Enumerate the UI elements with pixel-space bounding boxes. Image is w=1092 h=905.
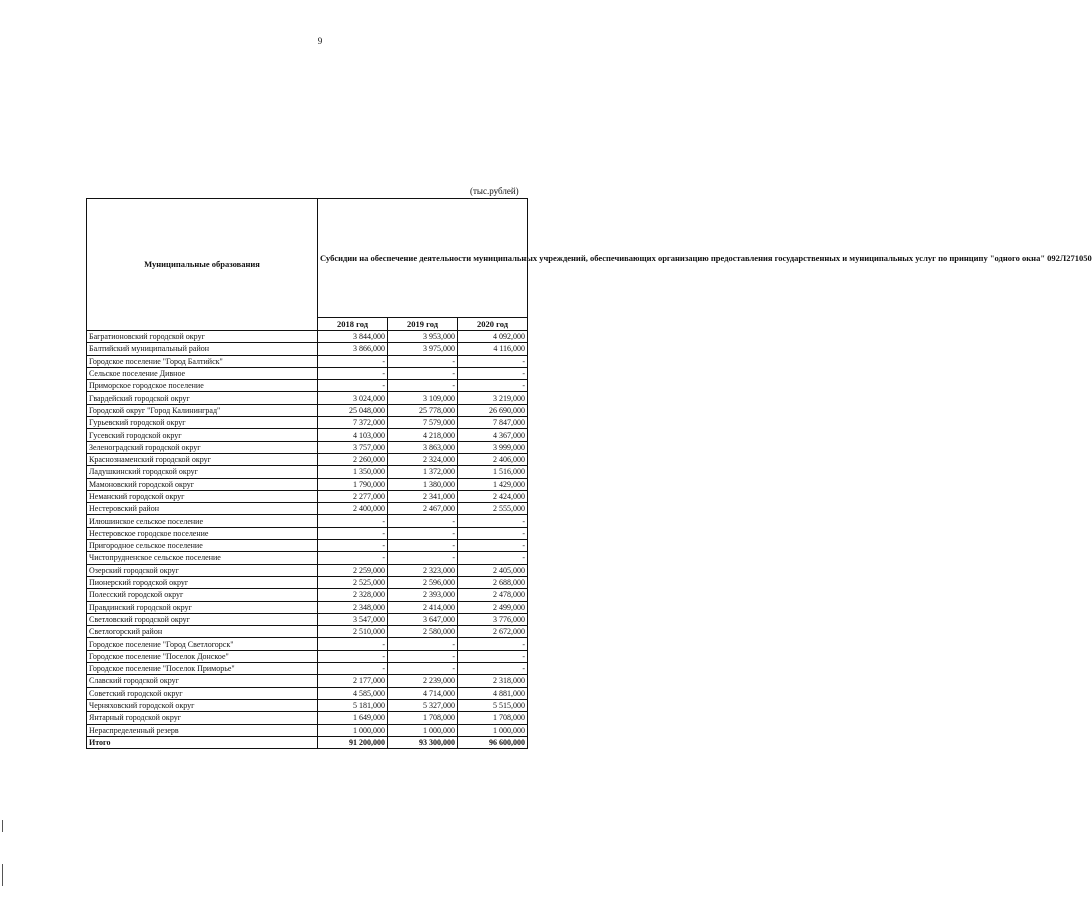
- value-2020: 1 516,000: [458, 466, 528, 478]
- municipality-name: Неманский городской округ: [87, 490, 318, 502]
- municipality-name: Приморское городское поселение: [87, 380, 318, 392]
- value-2019: -: [388, 367, 458, 379]
- table-row: [87, 699, 528, 711]
- value-2020: 2 405,000: [458, 564, 528, 576]
- value-2018: -: [318, 527, 388, 539]
- municipality-name: Городское поселение "Поселок Донское": [87, 650, 318, 662]
- value-2020: 2 406,000: [458, 453, 528, 465]
- value-2019: 1 708,000: [388, 712, 458, 724]
- value-2020: 2 672,000: [458, 626, 528, 638]
- value-2019: 2 324,000: [388, 453, 458, 465]
- value-2020: -: [458, 527, 528, 539]
- value-2019: 3 975,000: [388, 343, 458, 355]
- municipality-name: Краснознаменский городской округ: [87, 453, 318, 465]
- table-row: [87, 675, 528, 687]
- value-2019: 1 000,000: [388, 724, 458, 736]
- value-2020: 2 688,000: [458, 576, 528, 588]
- table-row: [87, 478, 528, 490]
- municipality-name: Зеленоградский городской округ: [87, 441, 318, 453]
- value-2018: -: [318, 552, 388, 564]
- value-2018: 2 348,000: [318, 601, 388, 613]
- table-row: [87, 503, 528, 515]
- value-2019: -: [388, 650, 458, 662]
- municipality-name: Янтарный городской округ: [87, 712, 318, 724]
- table-row: [87, 367, 528, 379]
- value-2018: -: [318, 367, 388, 379]
- value-2020: 2 499,000: [458, 601, 528, 613]
- value-2018: 2 510,000: [318, 626, 388, 638]
- value-2019: 3 109,000: [388, 392, 458, 404]
- table-row: [87, 417, 528, 429]
- value-2020: -: [458, 552, 528, 564]
- value-2018: 3 024,000: [318, 392, 388, 404]
- margin-mark: [2, 820, 3, 832]
- value-2018: 3 866,000: [318, 343, 388, 355]
- municipality-name: Городской округ "Город Калининград": [87, 404, 318, 416]
- municipality-name: Гурьевский городской округ: [87, 417, 318, 429]
- table-row: [87, 441, 528, 453]
- value-2020: -: [458, 367, 528, 379]
- table-body: [87, 331, 528, 737]
- value-2019: 2 580,000: [388, 626, 458, 638]
- value-2018: 5 181,000: [318, 699, 388, 711]
- value-2019: 2 596,000: [388, 576, 458, 588]
- year-header-2018: 2018 год: [318, 318, 388, 331]
- value-2019: -: [388, 527, 458, 539]
- table-row: [87, 355, 528, 367]
- municipality-name: Полесский городской округ: [87, 589, 318, 601]
- table-row: [87, 564, 528, 576]
- value-2019: 25 778,000: [388, 404, 458, 416]
- value-2020: 2 424,000: [458, 490, 528, 502]
- municipality-name: Балтийский муниципальный район: [87, 343, 318, 355]
- table-row: [87, 687, 528, 699]
- municipality-name: Пригородное сельское поселение: [87, 540, 318, 552]
- table-row: [87, 404, 528, 416]
- table-row: [87, 589, 528, 601]
- table-row: [87, 540, 528, 552]
- value-2019: 5 327,000: [388, 699, 458, 711]
- total-2020: 96 600,000: [458, 736, 528, 748]
- value-2018: -: [318, 540, 388, 552]
- municipality-name: Черняховский городской округ: [87, 699, 318, 711]
- municipality-name: Правдинский городской округ: [87, 601, 318, 613]
- value-2019: 1 380,000: [388, 478, 458, 490]
- value-2018: 2 259,000: [318, 564, 388, 576]
- municipality-name: Городское поселение "Поселок Приморье": [87, 663, 318, 675]
- value-2019: -: [388, 515, 458, 527]
- value-2019: -: [388, 380, 458, 392]
- value-2018: 4 585,000: [318, 687, 388, 699]
- table-row: [87, 527, 528, 539]
- table-row: [87, 380, 528, 392]
- table-row: [87, 638, 528, 650]
- value-2019: 3 647,000: [388, 613, 458, 625]
- table-row: [87, 490, 528, 502]
- value-2018: 4 103,000: [318, 429, 388, 441]
- table-row: [87, 331, 528, 343]
- municipality-name: Городское поселение "Город Балтийск": [87, 355, 318, 367]
- value-2020: -: [458, 650, 528, 662]
- year-header-2019: 2019 год: [388, 318, 458, 331]
- municipality-header: Муниципальные образования: [87, 199, 318, 331]
- municipality-name: Светловский городской округ: [87, 613, 318, 625]
- value-2020: 4 116,000: [458, 343, 528, 355]
- value-2019: 3 863,000: [388, 441, 458, 453]
- municipality-name: Мамоновский городской округ: [87, 478, 318, 490]
- value-2020: 4 367,000: [458, 429, 528, 441]
- municipality-name: Славский городской округ: [87, 675, 318, 687]
- value-2020: 2 555,000: [458, 503, 528, 515]
- table-row: [87, 626, 528, 638]
- municipality-name: Нестеровское городское поселение: [87, 527, 318, 539]
- table-row: [87, 453, 528, 465]
- value-2020: 3 999,000: [458, 441, 528, 453]
- table-row: [87, 552, 528, 564]
- value-2019: 2 239,000: [388, 675, 458, 687]
- value-2019: -: [388, 663, 458, 675]
- total-row: [87, 736, 528, 748]
- value-2018: 3 547,000: [318, 613, 388, 625]
- table-row: [87, 601, 528, 613]
- value-2018: 1 350,000: [318, 466, 388, 478]
- value-2020: -: [458, 540, 528, 552]
- value-2019: 1 372,000: [388, 466, 458, 478]
- value-2018: 25 048,000: [318, 404, 388, 416]
- municipality-name: Озерский городской округ: [87, 564, 318, 576]
- value-2019: 2 467,000: [388, 503, 458, 515]
- value-2020: 5 515,000: [458, 699, 528, 711]
- value-2018: -: [318, 650, 388, 662]
- municipality-name: Илюшинское сельское поселение: [87, 515, 318, 527]
- value-2018: 2 260,000: [318, 453, 388, 465]
- total-2018: 91 200,000: [318, 736, 388, 748]
- value-2020: -: [458, 380, 528, 392]
- year-header-2020: 2020 год: [458, 318, 528, 331]
- value-2020: 4 092,000: [458, 331, 528, 343]
- total-label: Итого: [87, 736, 318, 748]
- municipality-name: Нестеровский район: [87, 503, 318, 515]
- value-2019: 7 579,000: [388, 417, 458, 429]
- table-row: [87, 724, 528, 736]
- value-2018: 3 844,000: [318, 331, 388, 343]
- value-2018: 2 400,000: [318, 503, 388, 515]
- value-2019: 4 218,000: [388, 429, 458, 441]
- value-2018: 1 649,000: [318, 712, 388, 724]
- value-2019: 3 953,000: [388, 331, 458, 343]
- table-row: [87, 650, 528, 662]
- value-2018: 3 757,000: [318, 441, 388, 453]
- value-2019: 4 714,000: [388, 687, 458, 699]
- value-2020: -: [458, 638, 528, 650]
- table-row: [87, 663, 528, 675]
- table-row: [87, 613, 528, 625]
- value-2018: 7 372,000: [318, 417, 388, 429]
- value-2018: 1 790,000: [318, 478, 388, 490]
- municipality-name: Городское поселение "Город Светлогорск": [87, 638, 318, 650]
- municipality-name: Ладушкинский городской округ: [87, 466, 318, 478]
- value-2018: -: [318, 355, 388, 367]
- total-2019: 93 300,000: [388, 736, 458, 748]
- subsidy-header: Субсидии на обеспечение деятельности муниципальных учреждений, обеспечивающих организацию предоставления государственных и муниципальных услуг по принципу "одного окна" 092Л271050: [318, 199, 528, 318]
- value-2019: 2 393,000: [388, 589, 458, 601]
- value-2020: 2 478,000: [458, 589, 528, 601]
- value-2019: 2 341,000: [388, 490, 458, 502]
- table-row: [87, 515, 528, 527]
- value-2018: -: [318, 380, 388, 392]
- value-2020: 3 776,000: [458, 613, 528, 625]
- municipality-name: Нераспределенный резерв: [87, 724, 318, 736]
- value-2020: -: [458, 355, 528, 367]
- value-2018: -: [318, 663, 388, 675]
- value-2020: 3 219,000: [458, 392, 528, 404]
- value-2020: 26 690,000: [458, 404, 528, 416]
- municipality-name: Светлогорский район: [87, 626, 318, 638]
- subsidy-table: [86, 198, 1092, 749]
- table-row: [87, 576, 528, 588]
- value-2018: 1 000,000: [318, 724, 388, 736]
- table-row: [87, 712, 528, 724]
- value-2020: 1 000,000: [458, 724, 528, 736]
- page-number: 9: [317, 36, 323, 46]
- value-2020: -: [458, 515, 528, 527]
- value-2020: -: [458, 663, 528, 675]
- value-2019: -: [388, 638, 458, 650]
- value-2018: 2 277,000: [318, 490, 388, 502]
- municipality-name: Чистопрудненское сельское поселение: [87, 552, 318, 564]
- value-2020: 2 318,000: [458, 675, 528, 687]
- value-2019: -: [388, 540, 458, 552]
- municipality-name: Советский городской округ: [87, 687, 318, 699]
- value-2020: 7 847,000: [458, 417, 528, 429]
- value-2020: 4 881,000: [458, 687, 528, 699]
- municipality-name: Сельское поселение Дивное: [87, 367, 318, 379]
- table-row: [87, 429, 528, 441]
- municipality-name: Багратионовский городской округ: [87, 331, 318, 343]
- value-2020: 1 708,000: [458, 712, 528, 724]
- value-2018: 2 177,000: [318, 675, 388, 687]
- value-2019: 2 414,000: [388, 601, 458, 613]
- value-2019: -: [388, 355, 458, 367]
- value-2018: 2 328,000: [318, 589, 388, 601]
- municipality-name: Гвардейский городской округ: [87, 392, 318, 404]
- value-2019: -: [388, 552, 458, 564]
- value-2018: -: [318, 638, 388, 650]
- margin-mark: [2, 864, 3, 886]
- municipality-name: Пионерский городской округ: [87, 576, 318, 588]
- municipality-name: Гусевский городской округ: [87, 429, 318, 441]
- value-2018: 2 525,000: [318, 576, 388, 588]
- table-row: [87, 466, 528, 478]
- table-row: [87, 343, 528, 355]
- value-2019: 2 323,000: [388, 564, 458, 576]
- value-2020: 1 429,000: [458, 478, 528, 490]
- units-label: (тыс.рублей): [470, 186, 519, 196]
- table-row: [87, 392, 528, 404]
- value-2018: -: [318, 515, 388, 527]
